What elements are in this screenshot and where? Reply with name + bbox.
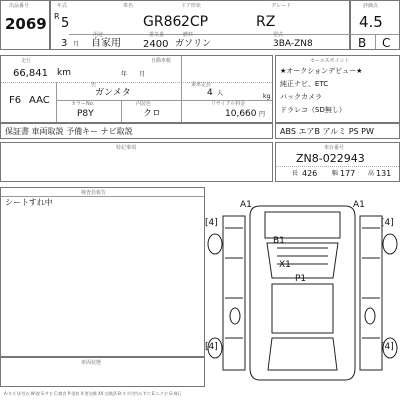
usage-value: 自家用 bbox=[91, 38, 121, 49]
ac-type: AAC bbox=[29, 95, 50, 106]
sales-points-box bbox=[275, 55, 400, 123]
mark-a1-front-left: A1 bbox=[240, 200, 252, 210]
footer-legend: A:キズ U:凹み W:波 S:サビ C:腐食 P:塗装 X:要交換 XX:交換済 B:キズ付凹み Y:穴 E:エクボ G:飛石 bbox=[4, 391, 182, 396]
color-code-label: カラーNo. bbox=[71, 101, 95, 107]
sales-points-label: セールスポイント bbox=[310, 58, 350, 64]
type-code: 3BA-ZN8 bbox=[273, 39, 313, 49]
equipment-box bbox=[0, 123, 273, 139]
mileage-value: 66,841 bbox=[13, 68, 48, 79]
grade-label: グレード bbox=[271, 3, 292, 9]
chassis-label: 車台番号 bbox=[324, 145, 345, 151]
length-label: 長 bbox=[292, 170, 299, 177]
tire-score-rr: [4] bbox=[381, 342, 394, 352]
score-box bbox=[350, 0, 400, 50]
vehicle-info-box bbox=[50, 0, 350, 50]
tire-score-fr: [4] bbox=[381, 218, 394, 228]
width-label: 幅 bbox=[332, 170, 339, 177]
tire-front-right bbox=[383, 234, 397, 254]
options-list: ABS エアB アルミ PS PW bbox=[280, 127, 374, 136]
lot-number: 2069 bbox=[5, 15, 47, 33]
color-code: P8Y bbox=[77, 109, 94, 119]
tax-value: 年 月 bbox=[121, 71, 146, 78]
interior-color-label: 内装色 bbox=[136, 101, 152, 107]
recycle-fee: 10,660 bbox=[225, 109, 257, 119]
color-label: 色 bbox=[91, 82, 97, 88]
interior-grade: B bbox=[358, 36, 367, 50]
model-label: 車名 bbox=[123, 3, 134, 9]
year-era: R bbox=[54, 12, 60, 21]
month-value: 3 bbox=[61, 38, 68, 49]
door-type: 2CP bbox=[181, 14, 209, 30]
recycle-unit: 円 bbox=[259, 111, 266, 118]
sales-line-3: バックカメラ bbox=[280, 93, 322, 101]
interior-color: クロ bbox=[143, 109, 162, 119]
inspector-note: シートすれ中 bbox=[5, 198, 53, 207]
tax-label: 自動車税 bbox=[151, 58, 172, 64]
weight-unit: kg bbox=[263, 93, 271, 100]
chassis-number: ZN8-022943 bbox=[296, 152, 365, 165]
fuel-value: ガソリン bbox=[175, 39, 212, 49]
mileage-unit: km bbox=[57, 68, 71, 78]
length-value: 426 bbox=[302, 169, 318, 178]
inspector-box bbox=[0, 187, 205, 357]
notes-box bbox=[0, 142, 273, 182]
mark-a1-front-right: A1 bbox=[353, 200, 365, 210]
specs-box bbox=[0, 55, 273, 123]
month-unit: 月 bbox=[73, 41, 80, 48]
chassis-box bbox=[275, 142, 400, 182]
exterior-grade: C bbox=[382, 36, 391, 50]
type-label: 型式 bbox=[273, 32, 284, 38]
score-label: 評価点 bbox=[363, 3, 379, 9]
mark-x1: X1 bbox=[279, 260, 291, 270]
usage-label: 用途 bbox=[93, 32, 104, 38]
displacement-label: 排気量 bbox=[149, 32, 165, 38]
tire-score-rl: [4] bbox=[205, 342, 218, 352]
notes-label: 特記事項 bbox=[116, 145, 137, 151]
inspector-label: 検査員報告 bbox=[81, 190, 107, 196]
sales-line-2: 純正ナビ、ETC bbox=[280, 80, 329, 88]
lot-number-box bbox=[0, 0, 50, 50]
sales-line-4: ドラレコ（SD無し） bbox=[280, 106, 346, 114]
height-label: 高 bbox=[368, 170, 375, 177]
options-box bbox=[275, 123, 400, 139]
lot-number-label: 出品番号 bbox=[9, 3, 30, 9]
equipment-list: 保証書 車両取説 予備キー ナビ取説 bbox=[5, 127, 133, 136]
car-diagram bbox=[205, 198, 400, 388]
width-value: 177 bbox=[340, 169, 356, 178]
car-diagram-svg bbox=[205, 198, 400, 388]
grade-value: RZ bbox=[256, 14, 276, 30]
capacity-label: 乗車定員 bbox=[191, 82, 212, 88]
recycle-label: リサイクル料金 bbox=[211, 101, 246, 107]
mileage-label: 走行 bbox=[21, 58, 32, 64]
score-value: 4.5 bbox=[359, 13, 383, 31]
mark-p1: P1 bbox=[295, 274, 307, 284]
year-label: 年式 bbox=[57, 3, 68, 9]
transmission: F6 bbox=[9, 95, 22, 106]
mark-b1: B1 bbox=[273, 236, 285, 246]
tire-front-left bbox=[208, 234, 222, 254]
fuel-label: 燃料 bbox=[183, 32, 194, 38]
capacity-value: 4 bbox=[207, 88, 213, 98]
displacement-value: 2400 bbox=[143, 39, 169, 50]
tire-score-fl: [4] bbox=[205, 218, 218, 228]
doors-label: ドア形状 bbox=[181, 3, 201, 9]
year-value: 5 bbox=[61, 16, 70, 31]
model-name: GR86 bbox=[143, 14, 182, 30]
sales-line-1: ★オークションデビュー★ bbox=[280, 67, 363, 75]
footer-box bbox=[0, 357, 205, 387]
capacity-unit: 人 bbox=[217, 90, 224, 97]
color-value: ガンメタ bbox=[95, 88, 131, 98]
height-value: 131 bbox=[376, 169, 392, 178]
footer-label: 車両状態 bbox=[81, 360, 102, 366]
